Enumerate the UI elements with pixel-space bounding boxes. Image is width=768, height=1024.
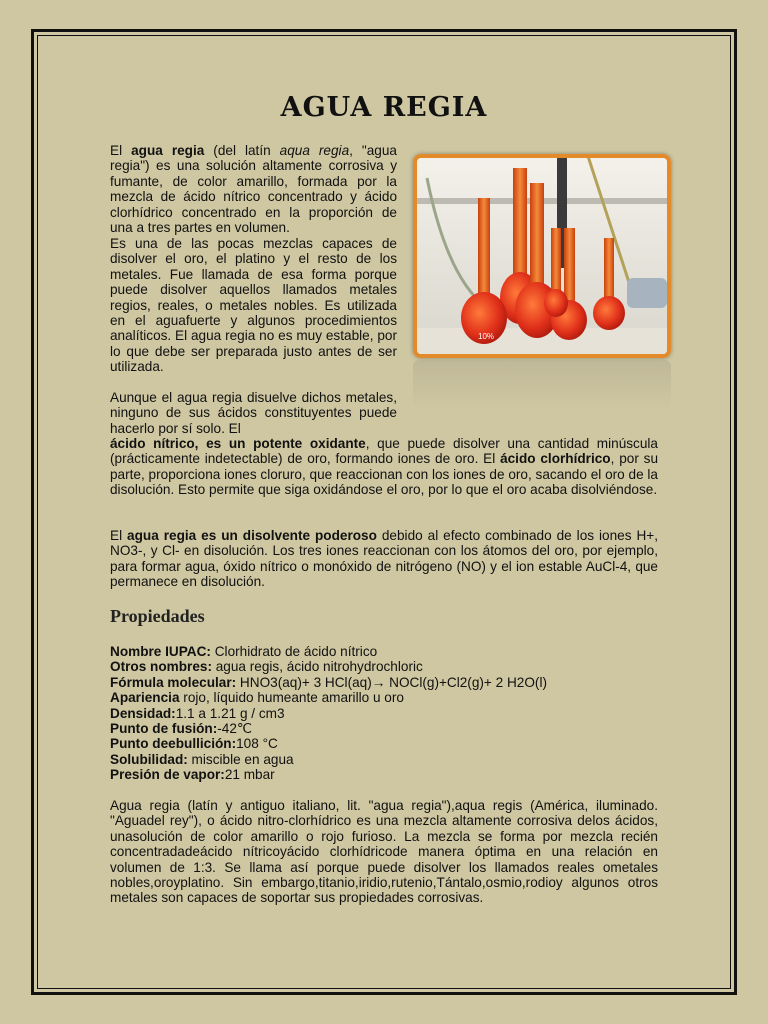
latin-term: aqua regia [279, 143, 350, 158]
flasks-photo [413, 154, 671, 358]
property-value: 1.1 a 1.21 g / cm3 [175, 705, 285, 721]
intro-paragraph-1 [110, 143, 397, 235]
property-label: Punto deebullición: [110, 736, 237, 752]
term-acido-nitrico: ácido nítrico, es un potente oxidante [110, 436, 366, 451]
property-label: Otros nombres: [110, 659, 212, 675]
property-row [110, 721, 658, 736]
flask-label: 10% [478, 332, 495, 341]
photo-reflection [413, 360, 671, 410]
term-acido-clorhidrico: ácido clorhídrico [500, 451, 611, 467]
flasks-illustration [417, 158, 667, 354]
property-value: agua regis, ácido nitrohydrochloric [211, 659, 423, 675]
section-heading: Propiedades [110, 606, 205, 626]
text: debido al efecto combinado de los iones H+, NO3-, y Cl- en disolución. Los tres iones reaccionan con los átomos del oro, por ejemplo, para formar agua, óxido nítrico o monóxido de nitrógeno (NO) y el ion estable AuCl-4, que permanece en disolución. [110, 528, 658, 590]
property-label: Punto de fusión: [110, 721, 218, 737]
property-label: Apariencia [110, 690, 180, 706]
text: , que puede disolver una cantidad minúscula (prácticamente indetectable) de oro, formando iones de oro. El [110, 436, 658, 467]
text: , por su parte, proporciona iones cloruro, que reaccionan con los iones de oro, sacando el oro de la disolución. Esto permite que siga oxidándose el oro, por lo que el oro acaba disolviéndose. [110, 451, 659, 498]
intro-paragraph-3-start: Aunque el agua regia disuelve dichos metales, ninguno de sus ácidos constituyentes puede hacerlo por sí solo. El [110, 390, 397, 436]
property-value: 21 mbar [224, 767, 275, 783]
property-value: 108 °C [236, 736, 278, 752]
property-row [110, 767, 658, 782]
property-value: miscible en agua [187, 751, 294, 767]
text: El [110, 143, 132, 158]
property-label: Nombre IUPAC: [110, 644, 211, 659]
property-value: rojo, líquido humeante amarillo u oro [179, 690, 404, 706]
page-title: AGUA REGIA [280, 92, 488, 123]
text: El [110, 528, 128, 543]
text: (del latín [204, 143, 280, 158]
property-label: Presión de vapor: [110, 767, 225, 783]
property-row [110, 752, 658, 767]
property-label: Densidad: [110, 705, 176, 721]
property-row [110, 644, 658, 659]
intro-paragraph-2: Es una de las pocas mezclas capaces de disolver el oro, el platino y el resto de los metales. Fue llamada de esa forma porque puede disolver aquellos llamados metales regios, reales, o metales nobles. Es utilizada en el aguafuerte y algunos procedimientos analíticos. El agua regia no es muy estable, por lo que debe ser preparada justo antes de ser utilizada. [110, 236, 397, 375]
properties-list [110, 644, 658, 783]
property-label: Fórmula molecular: [110, 674, 237, 690]
property-row [110, 675, 658, 690]
property-row [110, 690, 658, 705]
intro-paragraph-3-rest [110, 436, 658, 498]
property-value: HNO3(aq)+ 3 HCl(aq)→ NOCl(g)+Cl2(g)+ 2 H2O(l) [236, 674, 547, 690]
term-disolvente: agua regia es un disolvente poderoso [127, 528, 377, 543]
closing-paragraph: Agua regia (latín y antiguo italiano, lit. "agua regia"),aqua regis (América, iluminado. "Aguadel rey"), o ácido nitro-clorhídrico es una mezcla altamente corrosiva delos ácidos, unasolución de color amarillo o rojo furioso. La mezcla se forma por mezcla recién concentradadeácido nítricoyácido clorhídricode manera óptima en una relación en volumen de 1:3. Se llama así porque puede disolver los llamados reales ometales nobles,oroyplatino. Sin embargo,titanio,iridio,rutenio,Tántalo,osmio,rodioy algunos otros metales son capaces de soportar sus propiedades corrosivas. [110, 798, 658, 906]
property-label: Solubilidad: [110, 751, 188, 767]
property-value: Clorhidrato de ácido nítrico [210, 644, 378, 659]
property-value: -42℃ [217, 721, 253, 737]
term-agua-regia: agua regia [131, 143, 205, 158]
property-row [110, 659, 658, 674]
property-row [110, 736, 658, 751]
intro-paragraph-4 [110, 528, 658, 590]
property-row [110, 706, 658, 721]
text: , "agua regia") es una solución altamente corrosiva y fumante, de color amarillo, formada por la mezcla de ácido nítrico concentrado y ácido clorhídrico concentrado en la proporción de una a tres partes en volumen. [110, 143, 397, 236]
